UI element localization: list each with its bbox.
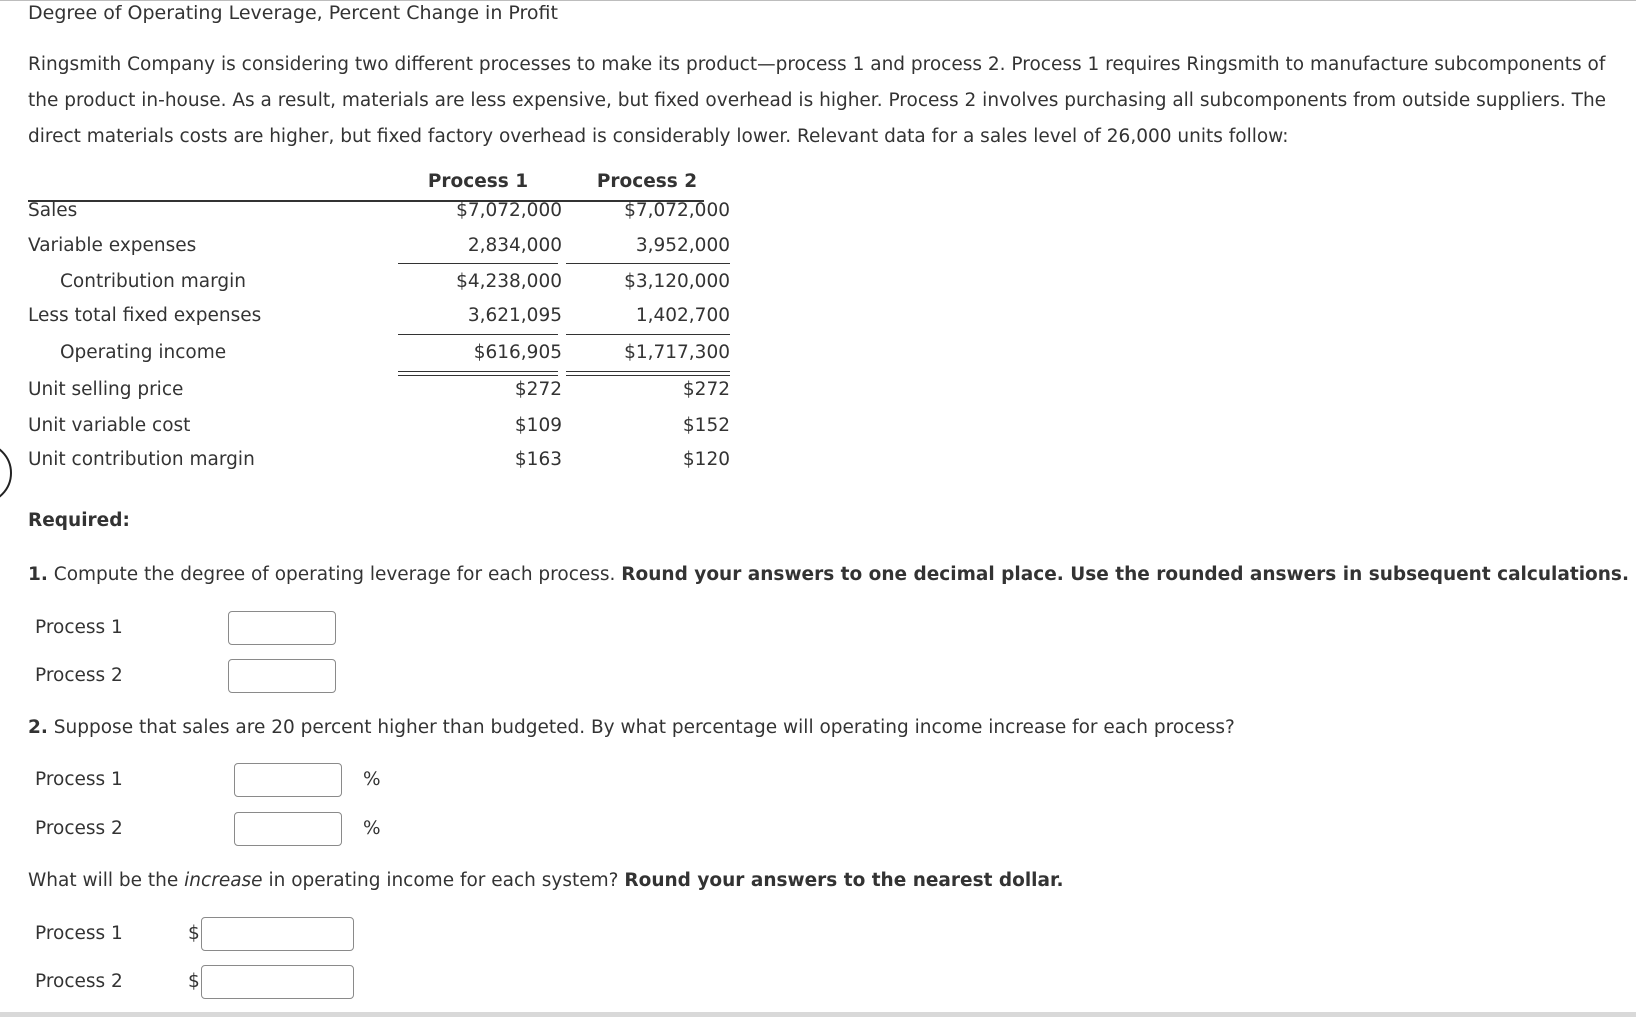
cell-process-2: $272: [682, 379, 730, 400]
row-label: Sales: [28, 200, 78, 221]
row-label: Operating income: [60, 342, 227, 363]
q2-process-2-label: Process 2: [35, 818, 123, 839]
q2-process-2-percent-sign: %: [363, 818, 381, 839]
cell-process-2: $120: [682, 449, 730, 470]
table-row-sales: [28, 193, 730, 229]
question-3-text-after: in operating income for each system?: [262, 870, 625, 891]
table-row-unit-variable-cost: [28, 408, 730, 444]
row-label: Unit selling price: [28, 379, 184, 400]
q2-process-2-input[interactable]: [234, 812, 342, 846]
q3-process-1-dollar-sign: $: [188, 923, 200, 944]
cell-process-1: 3,621,095: [467, 305, 562, 326]
cell-process-1: $7,072,000: [456, 200, 562, 221]
cell-process-1: $272: [514, 379, 562, 400]
row-label: Contribution margin: [60, 271, 246, 292]
page-title: Degree of Operating Leverage, Percent Change in Profit: [28, 2, 558, 24]
table-row-unit-selling-price: [28, 372, 730, 408]
q1-process-1-input[interactable]: [228, 611, 336, 645]
q3-process-2-input[interactable]: [201, 965, 354, 999]
table-row-fixed-expenses: [28, 298, 730, 334]
row-label: Variable expenses: [28, 235, 197, 256]
bottom-edge: [0, 1012, 1636, 1017]
q2-process-1-percent-sign: %: [363, 769, 381, 790]
column-header-process-1: Process 1: [427, 171, 529, 192]
cell-process-1: 2,834,000: [467, 235, 562, 256]
row-label: Less total fixed expenses: [28, 305, 262, 326]
q3-process-2-dollar-sign: $: [188, 971, 200, 992]
question-1: [28, 564, 1629, 585]
question-3: [28, 870, 1064, 891]
q1-process-2-input[interactable]: [228, 659, 336, 693]
problem-intro: Ringsmith Company is considering two different processes to make its product—process 1 and process 2. Process 1 requires Ringsmith to manufacture subcomponents of the product in-house. As a result, materials are less expensive, but fixed overhead is higher. Process 2 involves purchasing all subcomponents from outside suppliers. The direct materials costs are higher, but fixed factory overhead is considerably lower. Relevant data for a sales level of 26,000 units follow:: [28, 54, 1607, 147]
cell-process-2: $3,120,000: [624, 271, 730, 292]
q3-process-1-label: Process 1: [35, 923, 123, 944]
financial-data-table: [28, 166, 730, 502]
required-heading: Required:: [28, 510, 130, 531]
table-row-contribution-margin: [28, 264, 730, 300]
cell-process-2: $7,072,000: [624, 200, 730, 221]
question-1-instruction: Round your answers to one decimal place. Use the rounded answers in subsequent calculations.: [621, 564, 1629, 585]
question-3-text-before: What will be the: [28, 870, 185, 891]
q3-process-1-input[interactable]: [201, 917, 354, 951]
q1-process-1-label: Process 1: [35, 617, 123, 638]
cell-process-1: $4,238,000: [456, 271, 562, 292]
question-1-text: Compute the degree of operating leverage for each process.: [47, 564, 622, 585]
table-row-unit-contribution-margin: [28, 442, 730, 478]
row-label: Unit contribution margin: [28, 449, 255, 470]
row-label: Unit variable cost: [28, 415, 191, 436]
question-3-text-italic: increase: [184, 870, 263, 891]
table-row-variable-expenses: [28, 228, 730, 264]
cell-process-2: 3,952,000: [635, 235, 730, 256]
question-2: [28, 717, 1235, 738]
cell-process-2: $152: [682, 415, 730, 436]
cell-process-1: $109: [514, 415, 562, 436]
q2-process-1-label: Process 1: [35, 769, 123, 790]
cell-process-1: $163: [514, 449, 562, 470]
question-3-instruction: Round your answers to the nearest dollar.: [624, 870, 1064, 891]
cell-process-1: $616,905: [473, 342, 562, 363]
cell-process-2: $1,717,300: [624, 342, 730, 363]
table-row-operating-income: [28, 335, 730, 371]
question-2-number: 2.: [28, 717, 48, 738]
q1-process-2-label: Process 2: [35, 665, 123, 686]
column-header-process-2: Process 2: [596, 171, 698, 192]
cell-process-2: 1,402,700: [635, 305, 730, 326]
question-2-text: Suppose that sales are 20 percent higher than budgeted. By what percentage will operating income increase for each process?: [47, 717, 1235, 738]
q2-process-1-input[interactable]: [234, 763, 342, 797]
top-border: [0, 0, 1636, 1]
q3-process-2-label: Process 2: [35, 971, 123, 992]
question-1-number: 1.: [28, 564, 48, 585]
side-circle-edge: [0, 442, 12, 504]
